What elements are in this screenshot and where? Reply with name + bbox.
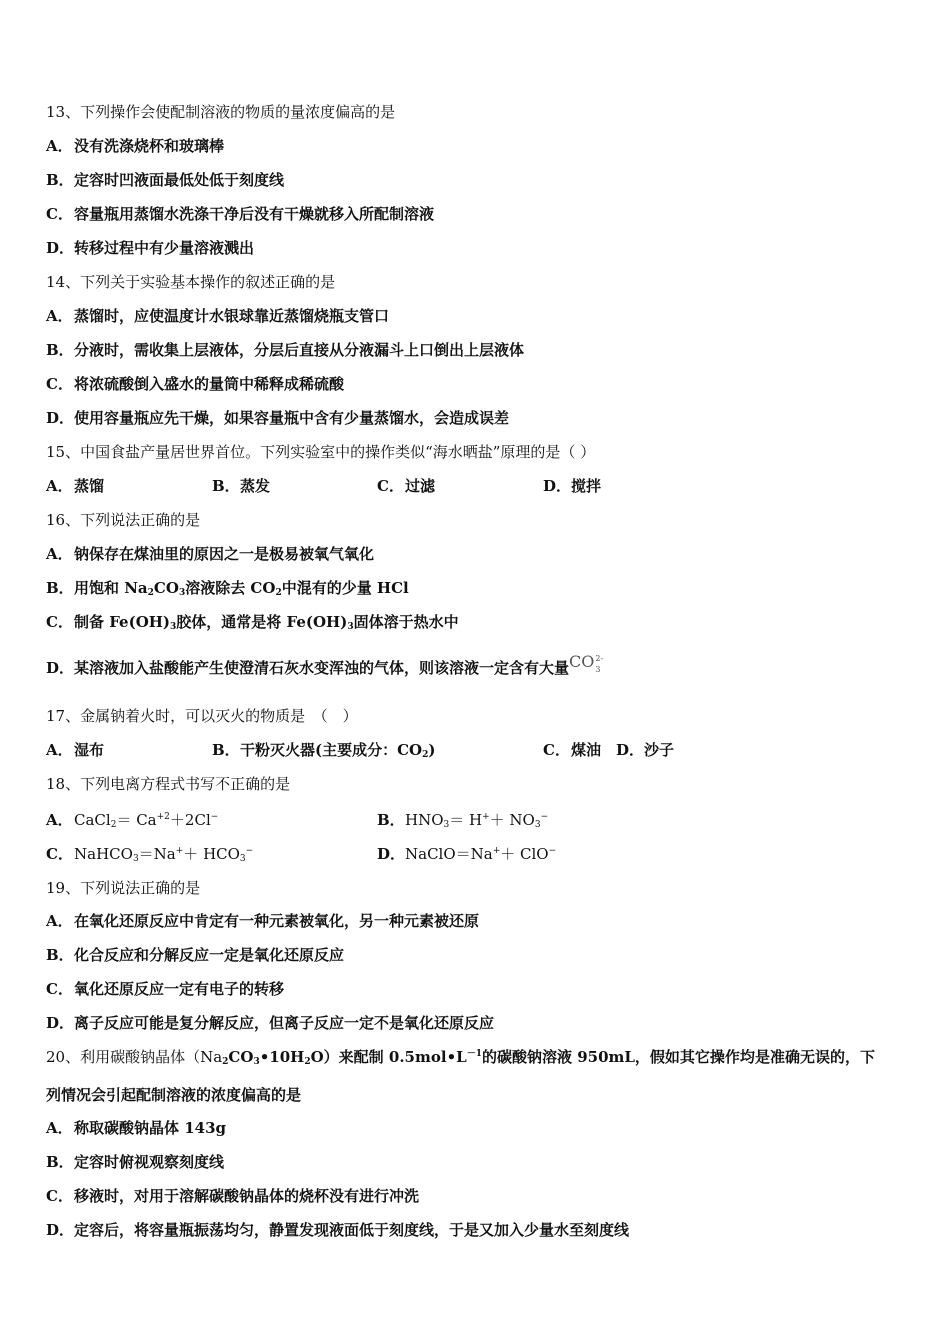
q19-option-a-label: A． [46, 912, 73, 930]
q20-stem-p1: 20、利用碳酸钠晶体（Na [46, 1048, 223, 1066]
q20-option-c [46, 1186, 419, 1206]
q14-option-c-label: C． [46, 375, 73, 393]
q17-option-b [212, 740, 435, 760]
q18-option-a-p1: CaCl [74, 811, 111, 829]
q15-stem: 15、中国食盐产量居世界首位。下列实验室中的操作类似“海水晒盐”原理的是（ ） [46, 443, 596, 461]
q17-option-b-sub: 2 [422, 750, 429, 760]
q18-option-d-sup2: − [548, 846, 557, 856]
q18-option-b-sup1: + [482, 812, 490, 822]
q16-option-c-sub1: 3 [170, 622, 177, 632]
q19-option-b [46, 945, 344, 965]
q18-option-c-sub1: 3 [132, 854, 139, 864]
q16-option-d-label: D． [46, 659, 75, 677]
q13-option-d [46, 238, 254, 258]
q17-option-a-label: A． [46, 741, 73, 759]
q19-option-d-label: D． [46, 1014, 75, 1032]
q20-stem-line1 [46, 1047, 875, 1067]
q20-option-c-label: C． [46, 1187, 73, 1205]
q18-option-a [46, 810, 218, 830]
q14-option-c [46, 374, 344, 394]
q16-option-c-mid: 胶体，通常是将 Fe(OH) [176, 613, 348, 631]
q18-option-c-p1: NaHCO [74, 845, 133, 863]
q18-option-b-sub2: 3 [534, 820, 541, 830]
carbonate-ion-base: CO [569, 652, 595, 671]
q14-option-a-text: 蒸馏时，应使温度计水银球靠近蒸馏烧瓶支管口 [74, 307, 390, 325]
q18-option-c-sup1: + [175, 846, 184, 856]
q19-option-c-text: 氧化还原反应一定有电子的转移 [74, 980, 285, 998]
q15-option-a-label: A． [46, 477, 73, 495]
q18-option-b-p3: ＋ NO [489, 811, 535, 829]
q18-option-b-p2: ＝ H [449, 811, 483, 829]
q16-option-b [46, 578, 409, 598]
q13-option-a [46, 136, 224, 156]
q16-option-d-text: 某溶液加入盐酸能产生使澄清石灰水变浑浊的气体，则该溶液一定含有大量 [74, 659, 570, 677]
q13-option-a-text: 没有洗涤烧杯和玻璃棒 [74, 137, 225, 155]
q19-option-a-text: 在氧化还原反应中肯定有一种元素被氧化，另一种元素被还原 [74, 912, 480, 930]
q18-option-c-p3: ＋ HCO [183, 845, 240, 863]
q16-option-b-label: B． [46, 579, 74, 597]
q20-option-a-text: 称取碳酸钠晶体 143g [74, 1119, 227, 1137]
q20-option-b [46, 1152, 224, 1172]
q14-option-c-text: 将浓硫酸倒入盛水的量筒中稀释成稀硫酸 [74, 375, 345, 393]
q20-stem-p5: 的碳酸钠溶液 950mL，假如其它操作均是准确无误的，下 [481, 1048, 875, 1066]
q19-option-c [46, 979, 284, 999]
q15-option-a-text: 蒸馏 [74, 477, 105, 495]
q17-option-b-post: ) [428, 741, 436, 759]
q13-option-b [46, 170, 284, 190]
q13-option-d-text: 转移过程中有少量溶液溅出 [74, 239, 255, 257]
q20-option-a [46, 1118, 226, 1138]
q17-option-c-text: 煤油 [571, 741, 602, 759]
q16-option-a-text: 钠保存在煤油里的原因之一是极易被氧气氧化 [74, 545, 375, 563]
q13-option-a-label: A． [46, 137, 73, 155]
q16-option-b-sub2: 3 [178, 588, 186, 598]
q18-option-a-p3: ＋2Cl [169, 811, 211, 829]
q14-option-a [46, 306, 389, 326]
q15-option-c [377, 476, 435, 496]
q20-option-d-text: 定容后，将容量瓶振荡均匀，静置发现液面低于刻度线，于是又加入少量水至刻度线 [74, 1221, 630, 1239]
q18-stem: 18、下列电离方程式书写不正确的是 [46, 775, 291, 793]
q16-option-c-sub2: 3 [347, 622, 354, 632]
q16-option-c-pre: 制备 Fe(OH) [74, 613, 171, 631]
q17-option-d [616, 740, 674, 760]
q17-option-a-text: 湿布 [74, 741, 105, 759]
q18-option-c-sub2: 3 [239, 854, 246, 864]
q13-option-c [46, 204, 434, 224]
q18-option-a-sub1: 2 [110, 820, 117, 830]
q17-option-d-label: D． [616, 741, 645, 759]
q20-stem-sup1: －1 [466, 1049, 482, 1059]
q17-option-c-label: C． [543, 741, 570, 759]
q18-option-d-label: D． [377, 845, 406, 863]
q18-option-b-sup2: − [540, 812, 549, 822]
q15-option-a [46, 476, 104, 496]
q16-option-c-label: C． [46, 613, 73, 631]
carbonate-ion-formula [569, 652, 604, 674]
q16-option-d [46, 652, 604, 678]
q18-option-c-label: C． [46, 845, 73, 863]
q20-option-d-label: D． [46, 1221, 75, 1239]
q18-option-b [377, 810, 548, 830]
q20-option-b-text: 定容时俯视观察刻度线 [74, 1153, 225, 1171]
q15-option-c-label: C． [377, 477, 404, 495]
q15-option-b-label: B． [212, 477, 240, 495]
q20-option-c-text: 移液时，对用于溶解碳酸钠晶体的烧杯没有进行冲洗 [74, 1187, 420, 1205]
q18-option-d-p1: NaClO＝Na [405, 845, 493, 863]
q20-stem-p3: •10H [259, 1048, 305, 1066]
q17-stem: 17、金属钠着火时，可以灭火的物质是 （ ） [46, 707, 358, 725]
q16-option-b-sub3: 2 [275, 588, 282, 598]
q18-option-b-sub1: 3 [443, 820, 450, 830]
q16-stem: 16、下列说法正确的是 [46, 511, 201, 529]
q14-option-d-text: 使用容量瓶应先干燥，如果容量瓶中含有少量蒸馏水，会造成误差 [74, 409, 510, 427]
q19-option-a [46, 911, 479, 931]
q20-stem-sub2: 3 [253, 1057, 260, 1067]
q15-option-b-text: 蒸发 [240, 477, 271, 495]
q13-option-d-label: D． [46, 239, 75, 257]
q14-stem: 14、下列关于实验基本操作的叙述正确的是 [46, 273, 336, 291]
q18-option-c-p2: ＝Na [138, 845, 176, 863]
q17-option-b-label: B． [212, 741, 240, 759]
q19-stem: 19、下列说法正确的是 [46, 879, 201, 897]
q14-option-b-text: 分液时，需收集上层液体，分层后直接从分液漏斗上口倒出上层液体 [74, 341, 525, 359]
q19-option-d-text: 离子反应可能是复分解反应，但离子反应一定不是氧化还原反应 [74, 1014, 495, 1032]
q18-option-c-sup2: − [245, 846, 254, 856]
q14-option-a-label: A． [46, 307, 73, 325]
q20-stem-line2: 列情况会引起配制溶液的浓度偏高的是 [46, 1086, 302, 1104]
q16-option-b-pre: 用饱和 Na [74, 579, 148, 597]
q20-stem-sub3: 2 [304, 1057, 311, 1067]
q13-option-b-label: B． [46, 171, 74, 189]
q16-option-a-label: A． [46, 545, 73, 563]
q14-option-b [46, 340, 524, 360]
q18-option-d [377, 844, 556, 864]
q20-option-b-label: B． [46, 1153, 74, 1171]
q14-option-b-label: B． [46, 341, 74, 359]
q18-option-a-p2: ＝ Ca [116, 811, 157, 829]
q15-option-c-text: 过滤 [405, 477, 436, 495]
q19-option-b-text: 化合反应和分解反应一定是氧化还原反应 [74, 946, 345, 964]
q20-stem-p4: O）来配制 0.5mol•L [310, 1048, 467, 1066]
q18-option-b-label: B． [377, 811, 405, 829]
q16-option-a [46, 544, 374, 564]
carbonate-ion-charge: 2- [595, 654, 604, 663]
q20-option-a-label: A． [46, 1119, 73, 1137]
q20-stem-sub1: 2 [222, 1057, 229, 1067]
q18-option-a-label: A． [46, 811, 73, 829]
carbonate-ion-subscript: 3 [595, 665, 601, 674]
q18-option-c [46, 844, 253, 864]
q17-option-b-pre: 干粉灭火器(主要成分：CO [240, 741, 423, 759]
q13-option-b-text: 定容时凹液面最低处低于刻度线 [74, 171, 285, 189]
q17-option-d-text: 沙子 [644, 741, 675, 759]
q16-option-b-mid2: 溶液除去 CO [185, 579, 276, 597]
q15-option-d-text: 搅拌 [571, 477, 602, 495]
q18-option-a-sup2: − [210, 812, 219, 822]
q15-option-d [543, 476, 601, 496]
q16-option-b-post: 中混有的少量 HCl [281, 579, 409, 597]
q19-option-c-label: C． [46, 980, 73, 998]
q15-option-b [212, 476, 270, 496]
q20-stem-p2: CO [228, 1048, 254, 1066]
q19-option-d [46, 1013, 494, 1033]
q20-option-d [46, 1220, 629, 1240]
q16-option-b-sub1: 2 [147, 588, 154, 598]
q19-option-b-label: B． [46, 946, 74, 964]
q17-option-a [46, 740, 104, 760]
q18-option-d-sup1: + [492, 846, 501, 856]
q15-option-d-label: D． [543, 477, 572, 495]
q18-option-a-sup1: +2 [156, 812, 170, 822]
q18-option-d-p2: ＋ ClO [500, 845, 549, 863]
q14-option-d [46, 408, 509, 428]
q16-option-c-post: 固体溶于热水中 [353, 613, 459, 631]
q13-stem: 13、下列操作会使配制溶液的物质的量浓度偏高的是 [46, 103, 396, 121]
q17-option-c [543, 740, 601, 760]
q14-option-d-label: D． [46, 409, 75, 427]
q18-option-b-p1: HNO [405, 811, 444, 829]
q13-option-c-label: C． [46, 205, 73, 223]
q13-option-c-text: 容量瓶用蒸馏水洗涤干净后没有干燥就移入所配制溶液 [74, 205, 435, 223]
q16-option-b-mid1: CO [153, 579, 179, 597]
q16-option-c [46, 612, 459, 632]
